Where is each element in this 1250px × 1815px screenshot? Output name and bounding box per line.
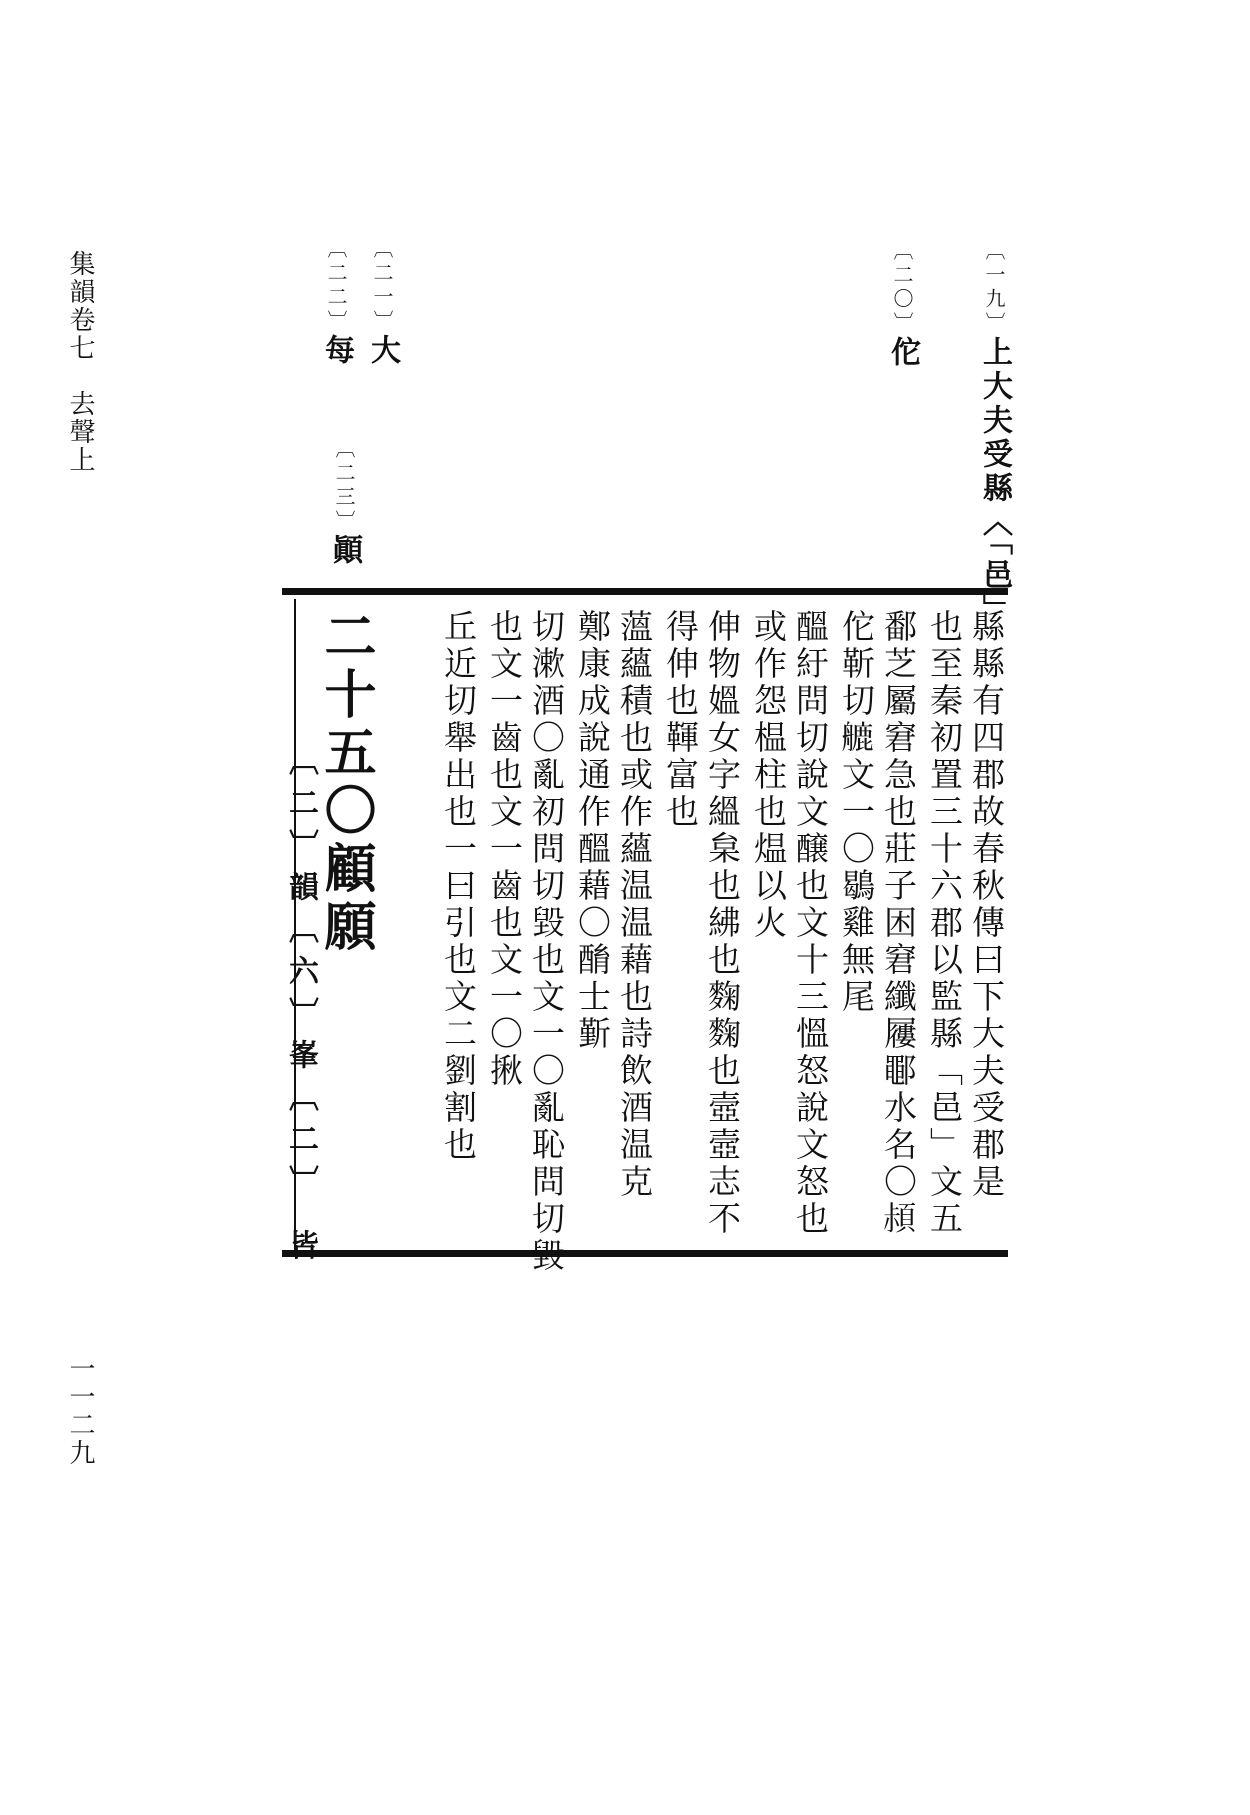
note-text: 顚 xyxy=(327,534,362,568)
note-text: 佗 xyxy=(885,336,920,370)
page-number: 一一二九 xyxy=(65,1355,95,1467)
column-main-line: 醞紆問切說文醸也文十三慍怒說文怒也 xyxy=(791,609,830,1238)
column-second-line: 佗靳切𦪇文一〇鶡雞無尾 xyxy=(837,609,876,1016)
note-marker: 〔一九〕 xyxy=(982,240,1006,336)
column-second-line: 或作怨榅柱也煴以火 xyxy=(749,609,788,942)
printed-text-block xyxy=(282,588,1008,1275)
column-second-line: 鄭康成說通作醞藉〇酳士斳 xyxy=(573,609,612,1053)
column-second-line: 得伸也䩵富也 xyxy=(661,609,700,831)
column-main-line: 切漱酒〇亂初問切毀也文一〇亂恥問切毀 xyxy=(527,609,566,1275)
column-second-line: 也文一齒也文一齒也文一〇揪 xyxy=(485,609,524,1090)
text-column xyxy=(832,609,920,1243)
column-main-line: 薀蘊積也或作蘊温温藉也詩飲酒温克 xyxy=(615,609,654,1201)
collation-note-23 xyxy=(322,438,366,568)
note-marker: 〔二二〕 xyxy=(324,238,348,334)
column-second-line: 也至秦初置三十六郡以監縣「邑」文五 xyxy=(925,609,964,1238)
text-column xyxy=(392,609,480,1243)
column-main-line: 丘近切舉出也一曰引也文二劉割也 xyxy=(439,609,478,1164)
text-column xyxy=(920,609,1008,1243)
collation-note-19 xyxy=(972,240,1016,627)
collation-note-22 xyxy=(314,238,358,368)
note-marker: 〔二〇〕 xyxy=(890,240,914,336)
text-column xyxy=(568,609,656,1243)
rhyme-heading: 二十五〇顧願 xyxy=(315,609,376,957)
text-column xyxy=(744,609,832,1243)
collation-note-20 xyxy=(880,240,924,370)
running-head: 集韻卷七 去聲上 xyxy=(65,250,95,474)
note-text: 每 xyxy=(319,334,354,368)
column-main-line: 縣縣有四郡故春秋傳曰下大夫受郡是 xyxy=(967,609,1006,1201)
note-text: 上大夫受縣〈「邑」 xyxy=(977,336,1012,627)
note-text: 大 xyxy=(365,334,400,368)
text-column xyxy=(656,609,744,1243)
column-main-line: 伸物媼女字縕枲也紼也麴麴也壼壼志不 xyxy=(703,609,742,1238)
note-marker: 〔二一〕 xyxy=(370,238,394,334)
column-main-line: 鄱芝屬窘急也莊子困窘纖屨鄳水名〇𩒛 xyxy=(879,609,918,1238)
collation-note-21 xyxy=(360,238,404,368)
text-column xyxy=(480,609,568,1275)
margin-note: 〔二〕韻〔六〕峯〔二〕 皆 xyxy=(283,745,318,1272)
note-marker: 〔二三〕 xyxy=(332,438,356,534)
